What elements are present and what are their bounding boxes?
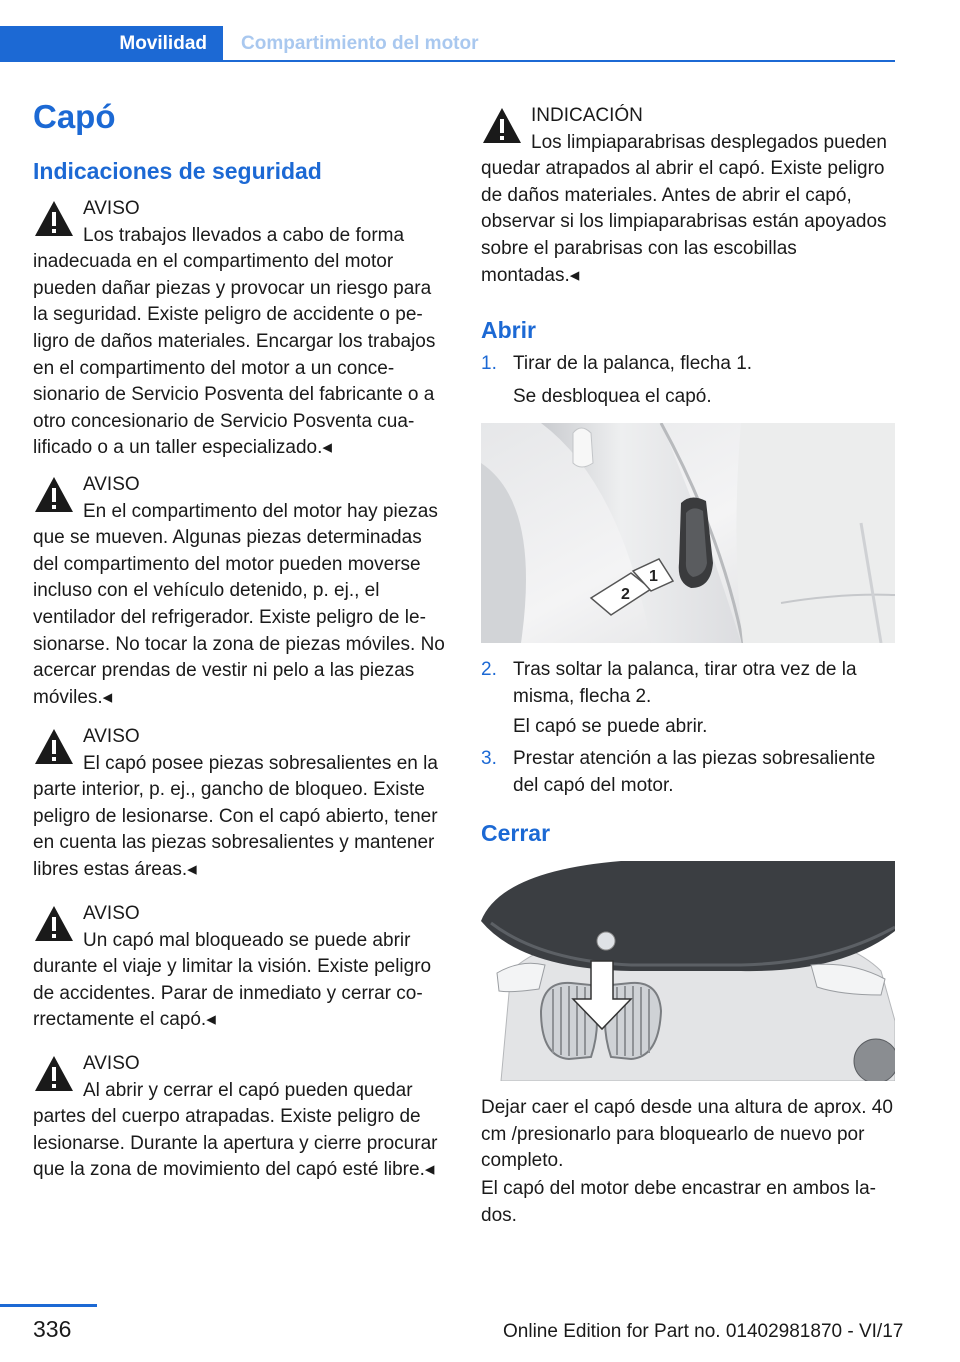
warning-label: AVISO bbox=[83, 198, 140, 219]
lever-arrow-label-1: 1 bbox=[649, 568, 658, 585]
notice-block bbox=[481, 103, 895, 289]
close-note: El capó del motor debe encastrar en ambos lados. bbox=[481, 1178, 876, 1226]
warning-block-2 bbox=[33, 472, 449, 711]
warning-text: El capó posee piezas sobresalientes en la parte interior, p. ej., gancho de bloqueo. Existe peligro de lesionarse. Con el capó abierto, tener en cuenta las piezas sobresalientes y mantener libres estas áreas.◂ bbox=[33, 752, 438, 880]
step-text: Prestar atención a las piezas sobresaliente del capó del motor. bbox=[513, 748, 876, 796]
close-instruction: Dejar caer el capó desde una altura de aprox. 40 cm /presionarlo para bloquearlo de nuevo por completo. bbox=[481, 1097, 893, 1172]
step-text: Tirar de la palanca, flecha 1. bbox=[513, 353, 753, 374]
warning-label: AVISO bbox=[83, 474, 140, 495]
step-number: 1. bbox=[481, 353, 497, 374]
warning-block-4 bbox=[33, 901, 449, 1034]
car-hood-illustration bbox=[481, 861, 895, 1081]
warning-label: AVISO bbox=[83, 1053, 140, 1074]
edition-note: Online Edition for Part no. 01402981870 - VI/17 bbox=[503, 1321, 904, 1342]
notice-text: Los limpiaparabrisas desplegados pueden quedar atrapados al abrir el capó. Existe peligro de daños materiales. Antes de abrir el capó, observar si los limpiaparabrisas están apoyados sobre el parabrisas con las escobillas montadas.◂ bbox=[481, 131, 887, 286]
warning-text: Al abrir y cerrar el capó pueden quedar partes del cuerpo atrapadas. Existe peligro de lesionarse. Durante la apertura y cierre procurar que la zona de movimiento del capó esté libre.◂ bbox=[33, 1079, 438, 1181]
warning-block-5 bbox=[33, 1051, 449, 1184]
warning-label: AVISO bbox=[83, 903, 140, 924]
warning-triangle-icon bbox=[481, 105, 523, 147]
warning-block-1 bbox=[33, 196, 449, 462]
warning-triangle-icon bbox=[33, 198, 75, 240]
warning-text: Los trabajos llevados a cabo de forma inadecuada en el compartimento del motor pueden dañar piezas y provocar un riesgo para la seguridad. Existe peligro de accidente o peligro de daños materiales. Encargar los trabajos en el compartimento del motor a un concesionario de Servicio Posventa del fabricante o a otro concesionario de Servicio Posventa cualificado o a un taller especializado.◂ bbox=[33, 224, 436, 459]
warning-text: En el compartimento del motor hay piezas que se mueven. Algunas piezas determinadas del compartimento del motor pueden moverse incluso con el vehículo detenido, p. ej., el ventilador del refrigerador. Existe peligro de lesionarse. No tocar la zona de piezas móviles. No acercar prendas de vestir ni pelo a las piezas móviles.◂ bbox=[33, 500, 445, 708]
page-number: 336 bbox=[33, 1316, 72, 1342]
step-1-result: Se desbloquea el capó. bbox=[513, 386, 712, 407]
warning-triangle-icon bbox=[33, 903, 75, 945]
header-subsection-tab: Compartimiento del motor bbox=[223, 26, 895, 62]
warning-triangle-icon bbox=[33, 1053, 75, 1095]
close-heading: Cerrar bbox=[481, 820, 551, 846]
warning-text: Un capó mal bloqueado se puede abrir durante el viaje y limitar la visión. Existe peligro de accidentes. Parar de inmediato y cerrar correctamente el capó.◂ bbox=[33, 929, 432, 1031]
warning-triangle-icon bbox=[33, 474, 75, 516]
step-text: Tras soltar la palanca, tirar otra vez de la misma, flecha 2. bbox=[513, 659, 857, 707]
step-number: 2. bbox=[481, 659, 497, 680]
step-2 bbox=[481, 657, 895, 717]
warning-label: AVISO bbox=[83, 726, 140, 747]
warning-triangle-icon bbox=[33, 726, 75, 768]
notice-label: INDICACIÓN bbox=[531, 105, 643, 126]
step-3 bbox=[481, 746, 895, 806]
lever-arrow-label-2: 2 bbox=[621, 586, 630, 603]
step-number: 3. bbox=[481, 748, 497, 769]
page-header bbox=[0, 0, 960, 62]
step-2-result: El capó se puede abrir. bbox=[513, 716, 708, 737]
hood-lever-illustration bbox=[481, 423, 895, 643]
footer-divider bbox=[0, 1304, 97, 1307]
open-heading: Abrir bbox=[481, 317, 536, 343]
header-section-tab: Movilidad bbox=[0, 26, 223, 62]
page-title: Capó bbox=[33, 98, 116, 135]
warning-block-3 bbox=[33, 724, 449, 884]
section-subtitle: Indicaciones de seguridad bbox=[33, 158, 322, 184]
hood-lever-image bbox=[481, 423, 895, 643]
car-hood-close-image bbox=[481, 861, 895, 1081]
